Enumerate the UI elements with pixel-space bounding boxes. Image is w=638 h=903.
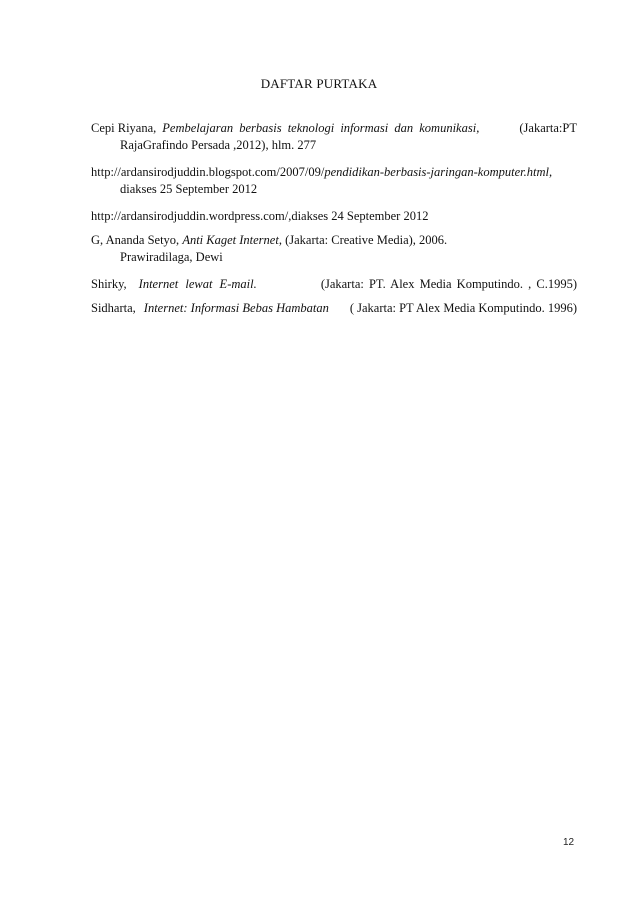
reference-title: Anti Kaget Internet [182, 233, 279, 247]
reference-publisher: ( Jakarta: PT Alex Media Komputindo. 1996) [349, 301, 577, 315]
reference-author: Sidharta, [91, 301, 136, 315]
reference-publisher: (Jakarta: PT. Alex Media Komputindo. , C.1995) [320, 277, 577, 291]
reference-url: http://ardansirodjuddin.blogspot.com/2007/09/ [91, 165, 325, 179]
reference-publisher: , (Jakarta: Creative Media), 2006. [278, 233, 448, 247]
reference-title: Internet lewat E-mail. [138, 277, 257, 291]
reference-publisher: (Jakarta:PT [519, 121, 577, 135]
page-number: 12 [563, 837, 575, 848]
reference-title: Internet: Informasi Bebas Hambatan [143, 301, 329, 315]
reference-entry [91, 208, 577, 225]
reference-url-path: pendidikan-berbasis-jaringan-komputer.html, [324, 165, 553, 179]
reference-title: Pembelajaran berbasis teknologi informasi dan komunikasi, [162, 121, 480, 135]
reference-entry [91, 164, 577, 198]
reference-line [91, 164, 577, 181]
reference-url: http://ardansirodjuddin.wordpress.com/,diakses 24 September 2012 [91, 209, 429, 223]
page-title: DAFTAR PURTAKA [260, 76, 378, 91]
reference-author: Cepi Riyana, [91, 121, 157, 135]
reference-line [91, 120, 577, 137]
reference-entry [91, 232, 577, 266]
reference-line-continued: RajaGrafindo Persada ,2012), hlm. 277 [120, 138, 317, 152]
reference-author: Shirky, [91, 277, 127, 291]
reference-author: G, Ananda Setyo, [91, 233, 180, 247]
reference-entry [91, 300, 577, 317]
reference-entry [91, 120, 577, 154]
reference-line-continued: Prawiradilaga, Dewi [120, 250, 223, 264]
reference-line [91, 300, 577, 317]
reference-entry [91, 276, 577, 293]
reference-line-continued: diakses 25 September 2012 [120, 182, 258, 196]
reference-line [91, 232, 577, 249]
reference-line [91, 276, 577, 293]
